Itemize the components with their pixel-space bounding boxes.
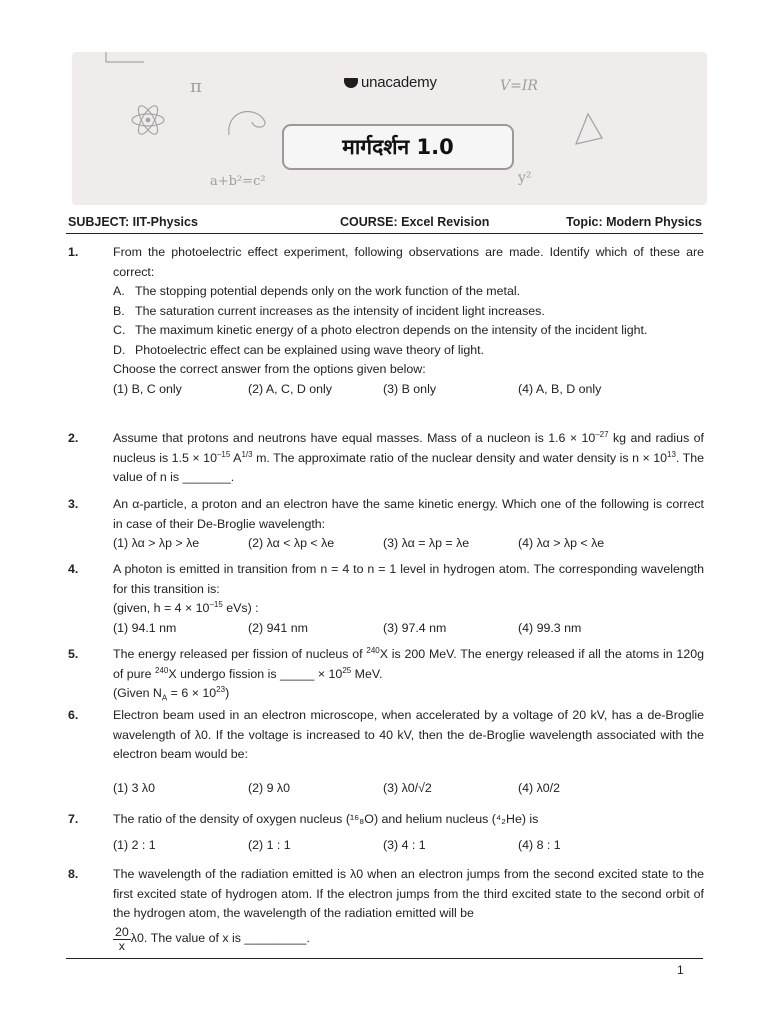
question-text: Assume that protons and neutrons have equal masses. Mass of a nucleon is $1.6 \times 10^{-27}$ kg and radius of nucleus is $1.5 \times 10^{-15}$ $A^{1/3}$ m. The approximate ratio of the nuclear density and water density is $n \times 10^{13}$. The value of n is _______. bbox=[113, 429, 705, 484]
oxygen-nuclide: (¹⁶₈O) bbox=[345, 812, 379, 826]
pi-doodle: π bbox=[190, 76, 202, 97]
option: (3) 97.4 nm bbox=[383, 620, 447, 635]
question-text: From the photoelectric effect experiment, following observations are made. Identify which of these are correct: bbox=[113, 245, 704, 279]
brand-logo bbox=[344, 74, 437, 91]
triangle-doodle-icon bbox=[568, 110, 608, 148]
question-number: 6. bbox=[68, 708, 79, 722]
option: (4) λα > λp < λe bbox=[518, 536, 605, 550]
question-given: (Given $N_A = 6 \times 10^{23}$) bbox=[113, 684, 230, 703]
question-number: 8. bbox=[68, 867, 79, 881]
option: (2) λα < λp < λe bbox=[248, 536, 335, 550]
document-meta bbox=[68, 213, 702, 233]
question-8 bbox=[68, 865, 704, 953]
answer-options bbox=[113, 380, 704, 400]
question-number: 1. bbox=[68, 245, 79, 259]
option: (1) 3 λ0 bbox=[113, 780, 156, 795]
course-label: COURSE: Excel Revision bbox=[340, 215, 490, 229]
question-1 bbox=[68, 243, 704, 399]
option: (1) 94.1 nm bbox=[113, 620, 177, 635]
brand-name: unacademy bbox=[361, 74, 437, 91]
question-5 bbox=[68, 645, 704, 708]
pythagoras-doodle: a+b²=c² bbox=[210, 174, 266, 189]
option: (1) λα > λp > λe bbox=[113, 536, 200, 550]
equation-doodle: y² bbox=[518, 170, 532, 186]
option: (4) A, B, D only bbox=[518, 381, 602, 396]
question-text: Electron beam used in an electron microscope, when accelerated by a voltage of 20 kV, has a de-Broglie wavelength of λ0. If the voltage is increased to 40 kV, then the de-Broglie wavelength associated with the electron beam would be: bbox=[113, 708, 704, 761]
statement: B. The saturation current increases as the intensity of incident light increases. bbox=[113, 303, 545, 318]
answer-options bbox=[113, 534, 704, 554]
option: (2) A, C, D only bbox=[248, 381, 333, 396]
answer-options bbox=[113, 769, 704, 811]
question-number: 4. bbox=[68, 562, 79, 576]
question-number: 7. bbox=[68, 812, 79, 826]
option: (3) 4 : 1 bbox=[383, 837, 426, 852]
subject-label: SUBJECT: IIT-Physics bbox=[68, 215, 198, 229]
option: (4) 8 : 1 bbox=[518, 837, 561, 852]
helium-nuclide: (⁴₂He) bbox=[491, 812, 526, 826]
question-text: The wavelength of the radiation emitted is λ0 when an electron jumps from the second excited state to the first excited state of hydrogen atom. If the electron jumps from the third excited state to the second orbit of the hydrogen atom, the wavelength of the radiation emitted will be bbox=[113, 867, 704, 920]
question-text: The energy released per fission of nucleus of $^{240}$X is 200 MeV. The energy released if all the atoms in 120g of pure $^{240}$X undergo fission is _____ × $10^{25}$ MeV. bbox=[113, 645, 704, 681]
question-text: A photon is emitted in transition from n = 4 to n = 1 level in hydrogen atom. The corresponding wavelength for this transition is: bbox=[113, 562, 704, 596]
answer-options bbox=[113, 619, 704, 639]
atom-icon bbox=[128, 100, 168, 140]
question-4 bbox=[68, 560, 704, 638]
header-divider bbox=[66, 233, 703, 234]
question-2 bbox=[68, 429, 704, 488]
question-text: The ratio of the density of oxygen nucleus (¹⁶₈O) and helium nucleus (⁴₂He) is bbox=[113, 812, 539, 826]
fraction: 20 x bbox=[115, 924, 129, 953]
option: (1) B, C only bbox=[113, 381, 182, 396]
option: (3) λ0/√2 bbox=[383, 780, 432, 795]
question-prompt: Choose the correct answer from the options given below: bbox=[113, 362, 426, 376]
option: (4) 99.3 nm bbox=[518, 620, 582, 635]
statement: C. The maximum kinetic energy of a photo electron depends on the intensity of the incident light. bbox=[113, 323, 648, 337]
question-3 bbox=[68, 495, 704, 554]
document-title: मार्गदर्शन 1.0 bbox=[282, 124, 514, 170]
ruler-doodle-icon bbox=[104, 52, 154, 66]
statement: D. Photoelectric effect can be explained using wave theory of light. bbox=[113, 342, 484, 357]
option: (2) 9 λ0 bbox=[248, 780, 291, 795]
page-number: 1 bbox=[677, 963, 684, 977]
question-7 bbox=[68, 810, 704, 855]
question-number: 2. bbox=[68, 431, 79, 445]
answer-options bbox=[113, 836, 704, 856]
option: (2) 941 nm bbox=[248, 620, 308, 635]
statement: A. The stopping potential depends only on the work function of the metal. bbox=[113, 284, 521, 298]
swirl-doodle-icon bbox=[224, 100, 274, 140]
option: (1) 2 : 1 bbox=[113, 837, 156, 852]
topic-label: Topic: Modern Physics bbox=[566, 215, 702, 229]
footer-divider bbox=[66, 958, 703, 959]
question-text: An α-particle, a proton and an electron have the same kinetic energy. Which one of the following is correct in case of their De-Broglie wavelength: bbox=[113, 497, 704, 531]
question-number: 3. bbox=[68, 497, 79, 511]
question-tail: 20 x λ0. The value of x is _________. bbox=[115, 924, 310, 953]
question-number: 5. bbox=[68, 647, 79, 661]
unacademy-logo-icon bbox=[344, 78, 358, 88]
question-given: (given, $h = 4 \times 10^{-15}$ eVs) : bbox=[113, 599, 259, 615]
option: (3) B only bbox=[383, 381, 437, 396]
option: (2) 1 : 1 bbox=[248, 837, 291, 852]
question-6 bbox=[68, 706, 704, 811]
header-banner bbox=[72, 52, 707, 205]
option: (3) λα = λp = λe bbox=[383, 536, 470, 550]
ohm-law-doodle: V=IR bbox=[500, 78, 538, 94]
option: (4) λ0/2 bbox=[518, 780, 561, 795]
